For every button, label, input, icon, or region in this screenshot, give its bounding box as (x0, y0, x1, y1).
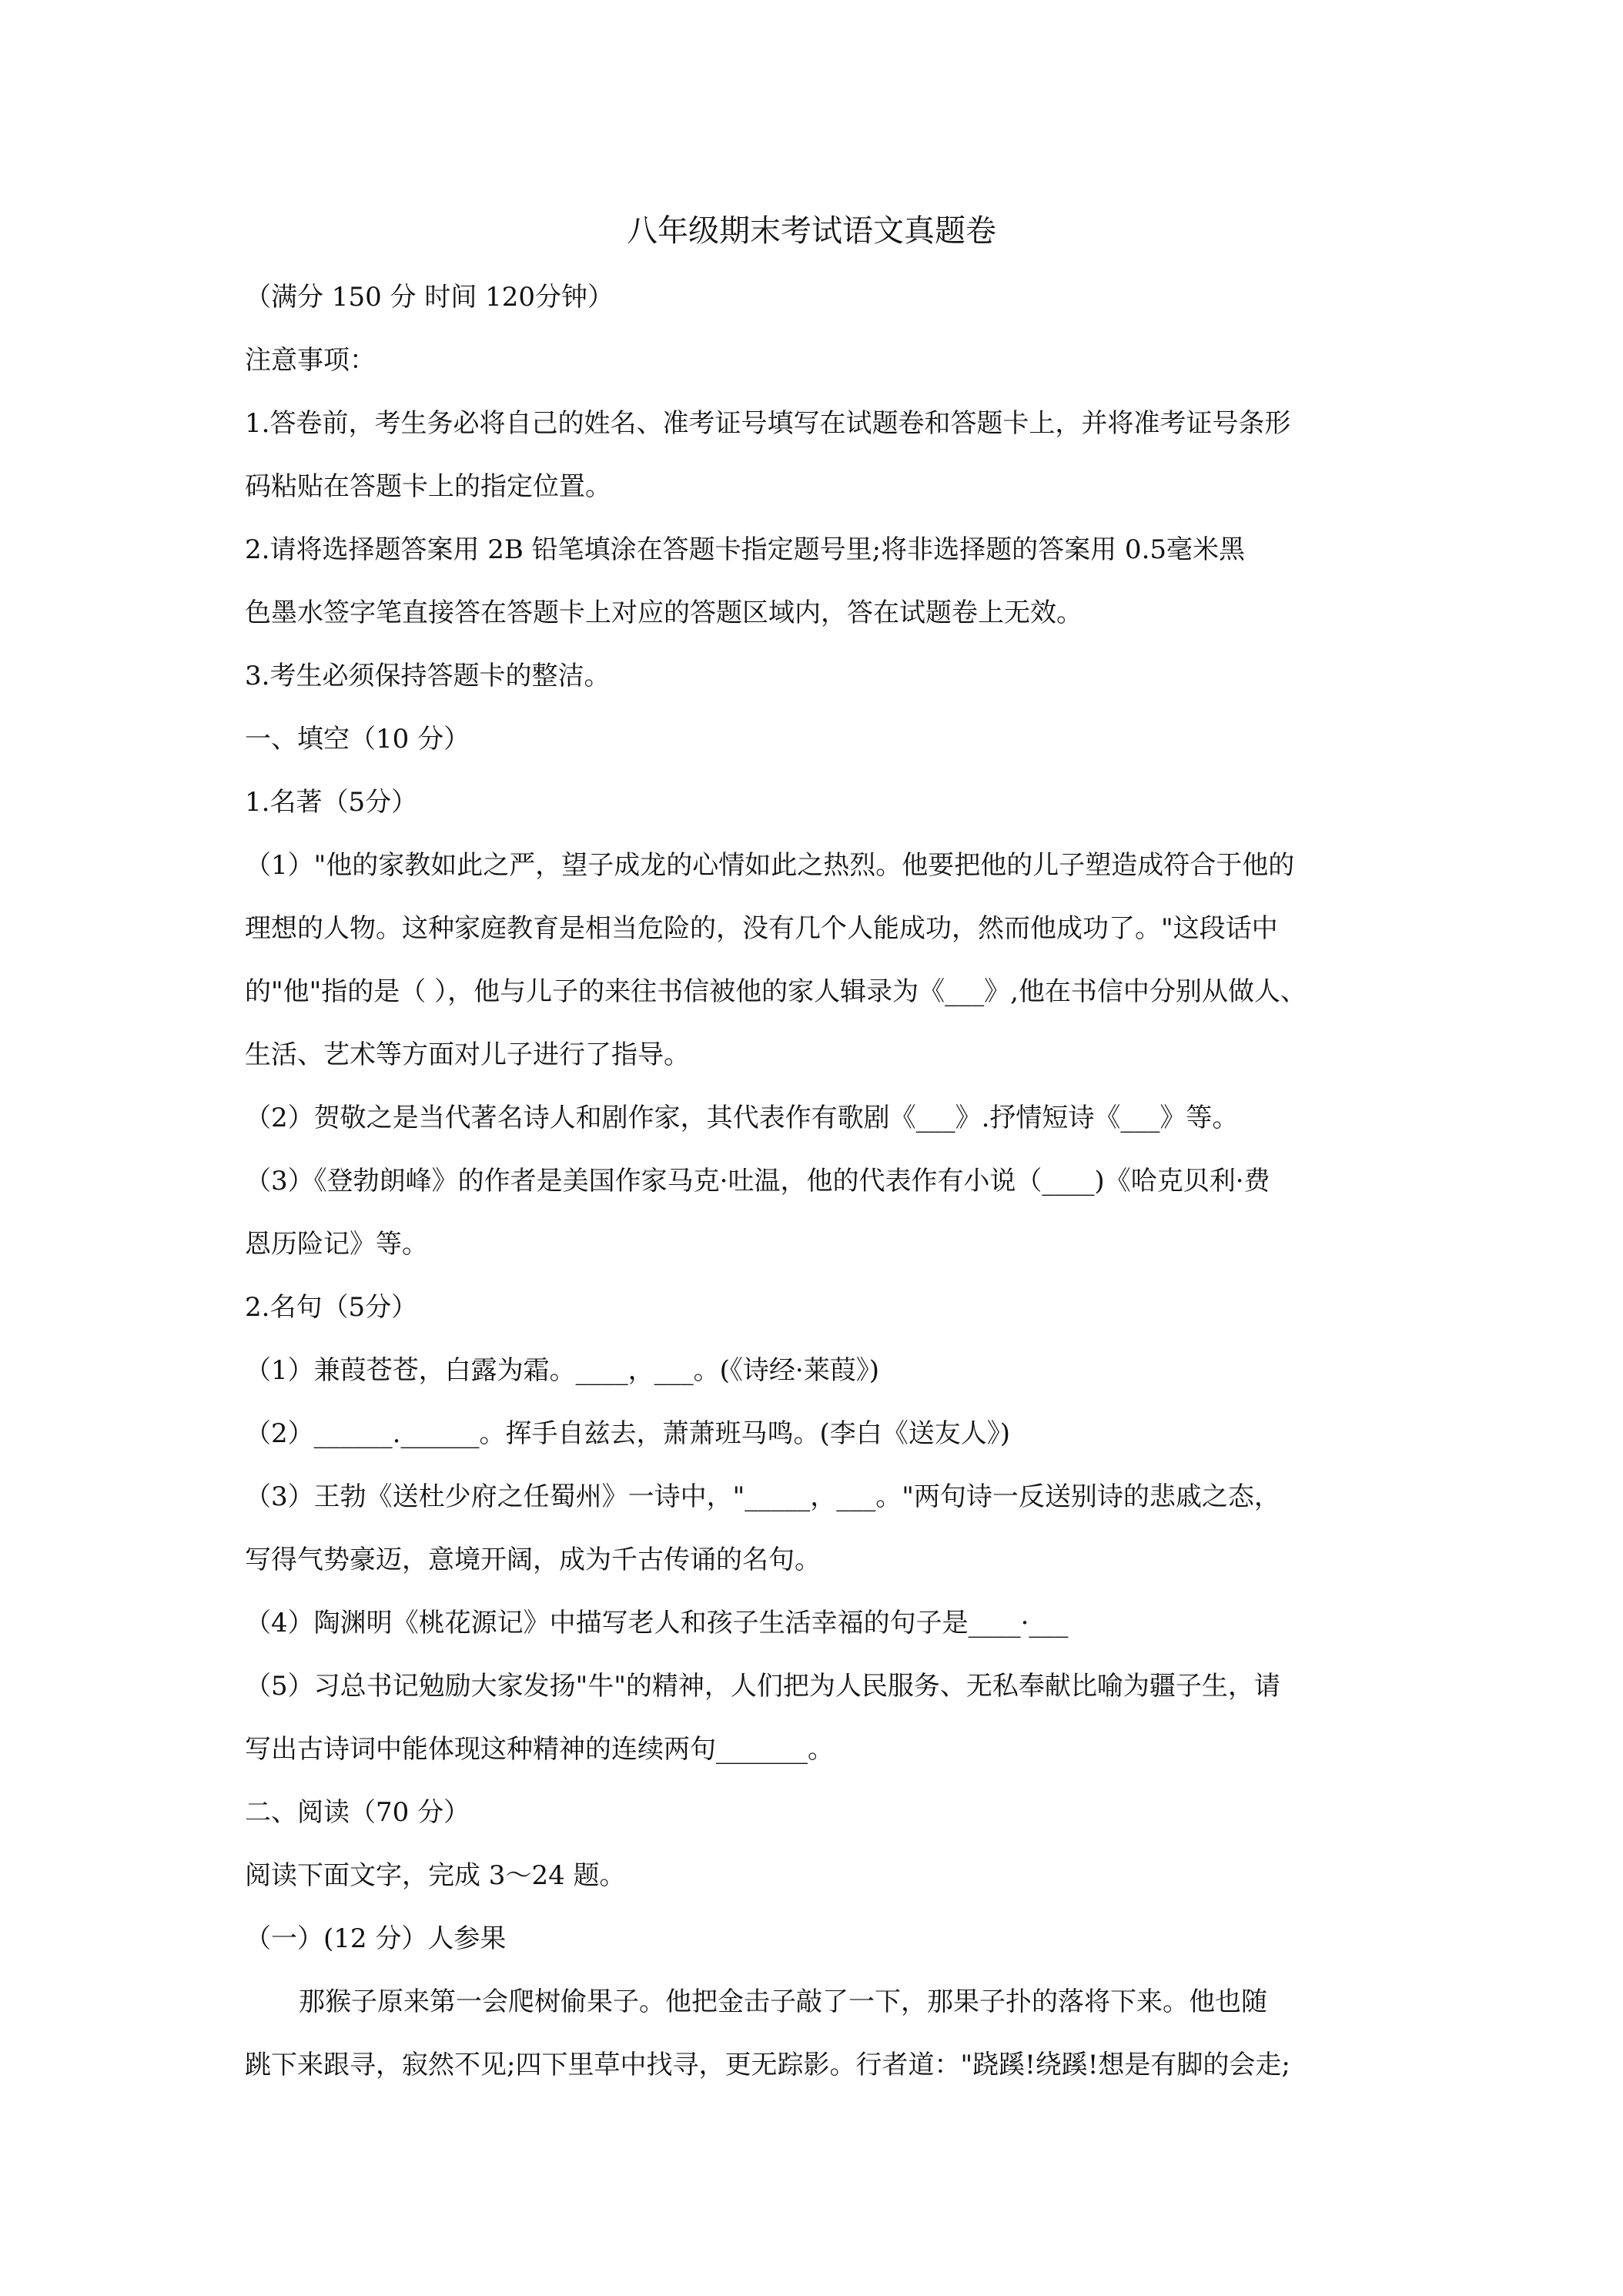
question-text: （1）"他的家教如此之严，望子成龙的心情如此之热烈。他要把他的儿子塑造成符合于他的 (245, 850, 1295, 881)
notice-item-2: 2.请将选择题答案用 2B 铅笔填涂在答题卡指定题号里;将非选择题的答案用 0.5毫米黑 (245, 534, 1246, 565)
question-text: 理想的人物。这种家庭教育是相当危险的，没有几个人能成功，然而他成功了。"这段话中 (245, 913, 1278, 944)
exam-title: 八年级期末考试语文真题卷 (627, 213, 996, 249)
question-text: （2）______.______。挥手自兹去，萧萧班马鸣。(李白《送友人》) (245, 1418, 1010, 1449)
notice-item-2-cont: 色墨水签字笔直接答在答题卡上对应的答题区域内，答在试题卷上无效。 (245, 597, 1083, 628)
question-text: 恩历险记》等。 (245, 1229, 428, 1260)
question-text: （5）习总书记勉励大家发扬"牛"的精神，人们把为人民服务、无私奉献比喻为疆子生，请 (245, 1671, 1280, 1702)
question-text: （4）陶渊明《桃花源记》中描写老人和孩子生活幸福的句子是____·___ (245, 1608, 1069, 1638)
section-heading-reading: 二、阅读（70 分） (245, 1797, 470, 1828)
notice-heading: 注意事项： (245, 345, 376, 376)
passage-title: （一）(12 分）人参果 (245, 1923, 507, 1954)
passage-text: 那猴子原来第一会爬树偷果子。他把金击子敲了一下，那果子扑的落将下来。他也随 (299, 1986, 1267, 2017)
passage-text: 跳下来跟寻，寂然不见;四下里草中找寻，更无踪影。行者道："跷蹊!绕蹊!想是有脚的会走; (245, 2050, 1290, 2080)
question-text: 写得气势豪迈，意境开阔，成为千古传诵的名句。 (245, 1545, 821, 1575)
exam-meta: （满分 150 分 时间 120分钟） (245, 282, 614, 313)
notice-item-3: 3.考生必须保持答题卡的整洁。 (245, 661, 611, 691)
question-text: （3）王勃《送杜少府之任蜀州》一诗中，"_____，___。"两句诗一反送别诗的悲戚之态， (245, 1481, 1280, 1512)
notice-item-1: 1.答卷前，考生务必将自己的姓名、准考证号填写在试题卷和答题卡上，并将准考证号条形 (245, 408, 1291, 439)
question-text: （2）贺敬之是当代著名诗人和剧作家，其代表作有歌剧《___》.抒情短诗《___》等。 (245, 1103, 1239, 1133)
question-text: 的"他"指的是（ ），他与儿子的来往书信被他的家人辑录为《___》,他在书信中分别从做人、 (245, 976, 1307, 1007)
notice-item-1-cont: 码粘贴在答题卡上的指定位置。 (245, 471, 611, 502)
section-heading-fill: 一、填空（10 分） (245, 724, 470, 755)
question-text: 生活、艺术等方面对儿子进行了指导。 (245, 1039, 690, 1070)
reading-instruction: 阅读下面文字，完成 3～24 题。 (245, 1860, 626, 1891)
question-text: 写出古诗词中能体现这种精神的连续两句_______。 (245, 1734, 834, 1765)
question-heading-2: 2.名句（5分） (245, 1292, 418, 1323)
question-text: （3）《登勃朗峰》的作者是美国作家马克·吐温，他的代表作有小说（____)《哈克贝利·费 (245, 1166, 1270, 1197)
question-text: （1）兼葭苍苍，白露为霜。____，___。(《诗经·莱葭》) (245, 1355, 879, 1386)
question-heading-1: 1.名著（5分） (245, 787, 418, 818)
